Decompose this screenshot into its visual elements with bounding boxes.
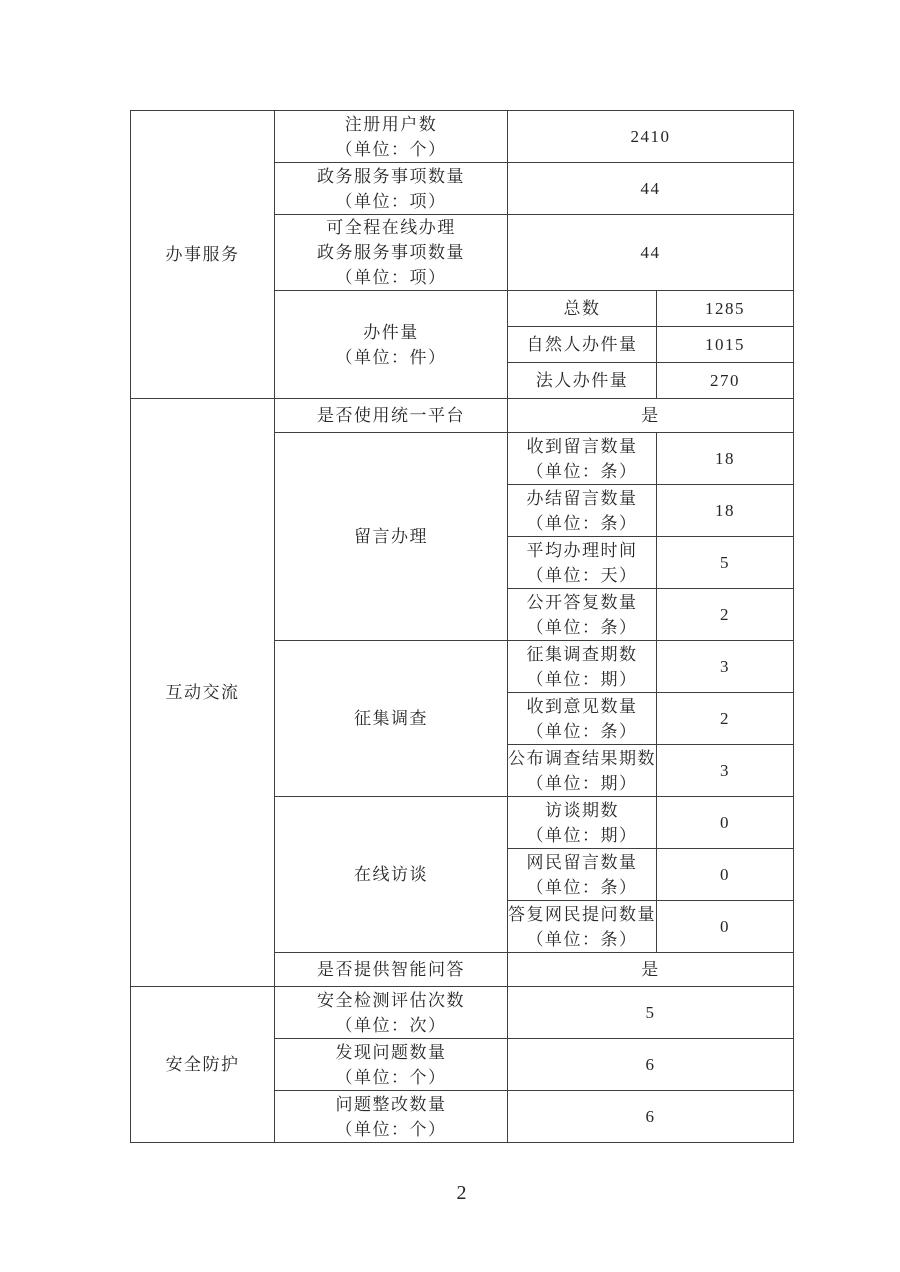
sub-metric-label-cell — [508, 485, 657, 537]
sub-metric-value: 0 — [657, 797, 794, 849]
sub-metric-unit: （单位：期） — [526, 669, 638, 689]
sub-metric-unit: （单位：条） — [526, 929, 638, 949]
metric-value: 2410 — [508, 111, 794, 163]
metric-label: 注册用户数 — [344, 114, 438, 134]
metric-label: 政务服务事项数量 — [317, 243, 465, 262]
metric-unit: （单位：项） — [335, 268, 447, 287]
sub-metric-value: 0 — [657, 901, 794, 953]
sub-metric-label: 访谈期数 — [545, 800, 619, 820]
sub-metric-label: 法人办件量 — [508, 363, 657, 399]
metric-label: 政务服务事项数量 — [317, 166, 465, 186]
sub-metric-value: 1285 — [657, 291, 794, 327]
sub-metric-unit: （单位：条） — [526, 877, 638, 897]
sub-metric-label-cell — [508, 745, 657, 797]
sub-metric-value: 3 — [657, 745, 794, 797]
metric-label-cell — [275, 215, 508, 291]
sub-metric-unit: （单位：条） — [526, 513, 638, 533]
annual-report-table — [130, 110, 794, 1143]
metric-label: 安全检测评估次数 — [317, 990, 465, 1010]
metric-label-cell — [275, 291, 508, 399]
sub-metric-label: 总数 — [508, 291, 657, 327]
sub-metric-label: 平均办理时间 — [526, 540, 638, 560]
sub-metric-value: 5 — [657, 537, 794, 589]
sub-metric-unit: （单位：条） — [526, 617, 638, 637]
metric-unit: （单位：个） — [335, 1067, 447, 1087]
sub-metric-unit: （单位：条） — [526, 721, 638, 741]
metric-label-cell — [275, 111, 508, 163]
metric-label-cell — [275, 1091, 508, 1143]
sub-metric-label: 收到意见数量 — [526, 696, 638, 716]
metric-unit: （单位：件） — [335, 347, 447, 367]
sub-metric-label-cell — [508, 849, 657, 901]
metric-label: 可全程在线办理 — [326, 218, 456, 237]
sub-metric-value: 18 — [657, 485, 794, 537]
sub-metric-value: 18 — [657, 433, 794, 485]
metric-unit: （单位：个） — [335, 1119, 447, 1139]
metric-label: 发现问题数量 — [335, 1042, 447, 1062]
metric-label-cell — [275, 987, 508, 1039]
group-label: 办事服务 — [165, 245, 240, 264]
metric-unit: （单位：项） — [335, 191, 447, 211]
sub-metric-label: 公布调查结果期数 — [508, 748, 656, 768]
metric-unit: （单位：次） — [335, 1015, 447, 1035]
sub-metric-label-cell — [508, 901, 657, 953]
sub-metric-label-cell — [508, 537, 657, 589]
metric-value: 是 — [508, 953, 794, 987]
sub-metric-label-cell — [508, 641, 657, 693]
sub-metric-value: 0 — [657, 849, 794, 901]
metric-unit: （单位：个） — [335, 139, 447, 159]
metric-value: 是 — [508, 399, 794, 433]
group-label: 安全防护 — [165, 1055, 240, 1074]
sub-metric-value: 2 — [657, 589, 794, 641]
metric-value: 6 — [508, 1039, 794, 1091]
sub-metric-value: 270 — [657, 363, 794, 399]
sub-metric-label: 征集调查期数 — [526, 644, 638, 664]
sub-metric-unit: （单位：天） — [526, 565, 638, 585]
sub-metric-label-cell — [508, 433, 657, 485]
metric-value: 6 — [508, 1091, 794, 1143]
row-group-security — [131, 987, 275, 1143]
sub-metric-value: 3 — [657, 641, 794, 693]
sub-metric-value: 2 — [657, 693, 794, 745]
sub-metric-label: 办结留言数量 — [526, 488, 638, 508]
sub-metric-unit: （单位：条） — [526, 461, 638, 481]
metric-value: 44 — [508, 215, 794, 291]
metric-label-cell — [275, 163, 508, 215]
row-group-interaction — [131, 399, 275, 987]
metric-label: 办件量 — [363, 322, 419, 342]
sub-metric-value: 1015 — [657, 327, 794, 363]
metric-label-cell: 在线访谈 — [275, 797, 508, 953]
sub-metric-label: 网民留言数量 — [526, 852, 638, 872]
page-number: 2 — [456, 1182, 467, 1204]
metric-label-cell: 是否提供智能问答 — [275, 953, 508, 987]
group-label: 互动交流 — [165, 683, 240, 702]
sub-metric-label-cell — [508, 797, 657, 849]
sub-metric-label-cell — [508, 693, 657, 745]
metric-label-cell — [275, 1039, 508, 1091]
row-group-office-services — [131, 111, 275, 399]
metric-label: 问题整改数量 — [335, 1094, 447, 1114]
metric-label-cell: 留言办理 — [275, 433, 508, 641]
sub-metric-label: 公开答复数量 — [526, 592, 638, 612]
metric-value: 5 — [508, 987, 794, 1039]
metric-label-cell: 征集调查 — [275, 641, 508, 797]
metric-value: 44 — [508, 163, 794, 215]
sub-metric-label: 自然人办件量 — [508, 327, 657, 363]
sub-metric-unit: （单位：期） — [526, 825, 638, 845]
metric-label-cell: 是否使用统一平台 — [275, 399, 508, 433]
sub-metric-label: 答复网民提问数量 — [508, 904, 656, 924]
sub-metric-unit: （单位：期） — [526, 773, 638, 793]
sub-metric-label: 收到留言数量 — [526, 436, 638, 456]
sub-metric-label-cell — [508, 589, 657, 641]
